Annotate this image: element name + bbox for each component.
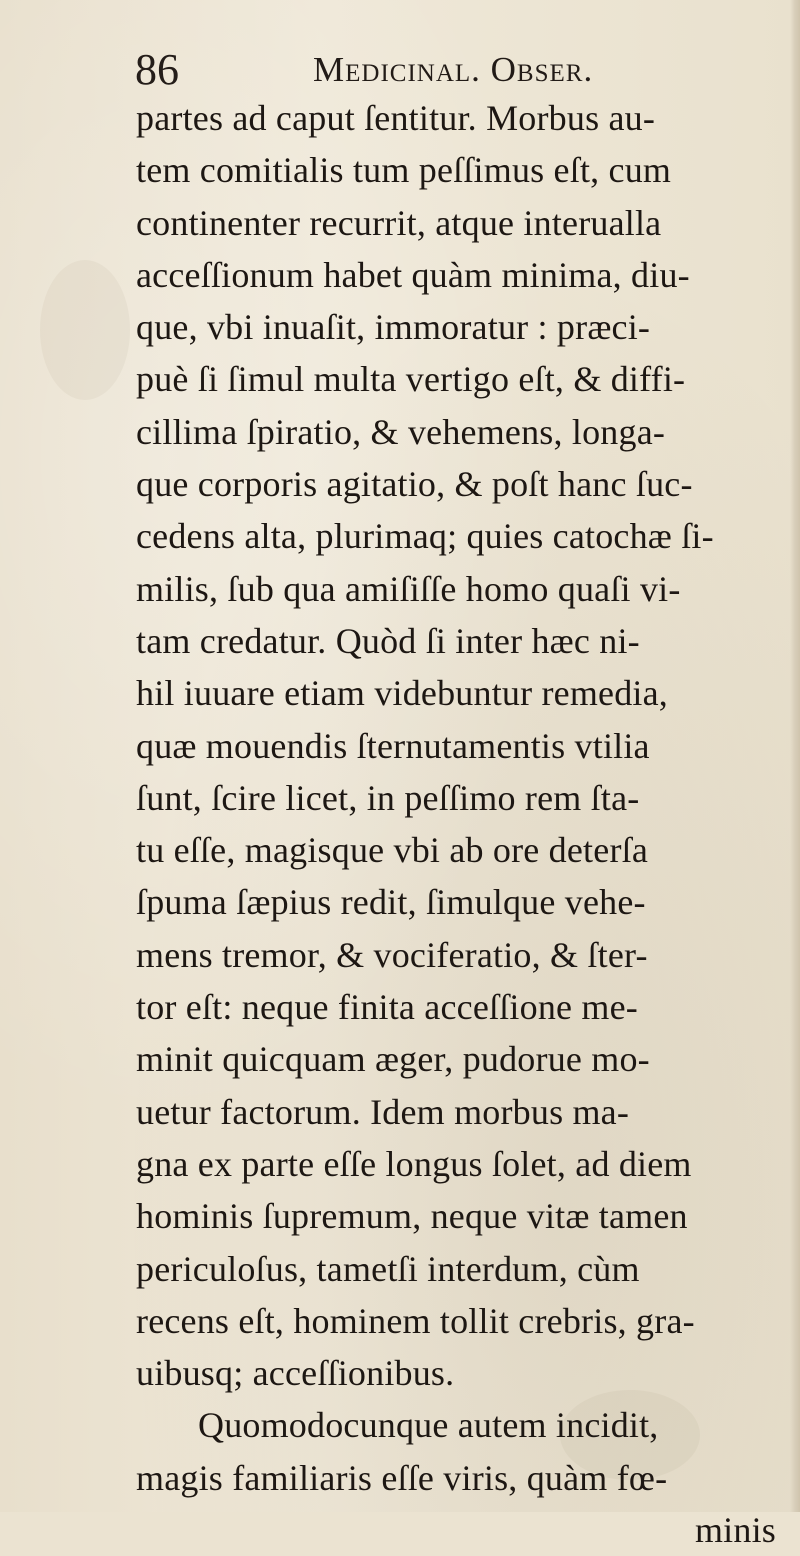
text-line: cedens alta, plurimaq; quies catochæ ſi-: [136, 516, 714, 557]
paper-stain: [40, 260, 130, 400]
text-line: gna ex parte eſſe longus ſolet, ad diem: [136, 1143, 692, 1184]
text-line: uibusq; acceſſionibus.: [136, 1353, 455, 1394]
page-header: [135, 42, 775, 98]
text-line: acceſſionum habet quàm minima, diu-: [136, 254, 690, 295]
text-line: tam credatur. Quòd ſi inter hæc ni-: [136, 620, 640, 661]
text-line: hil iuuare etiam videbuntur remedia,: [136, 673, 669, 714]
text-line: ſpuma ſæpius redit, ſimulque vehe-: [136, 882, 646, 923]
text-line: tu eſſe, magisque vbi ab ore deterſa: [136, 830, 649, 871]
text-line: ſunt, ſcire licet, in peſſimo rem ſta-: [136, 777, 640, 818]
text-line: quæ mouendis ſternutamentis vtilia: [136, 725, 650, 766]
text-line: que corporis agitatio, & poſt hanc ſuc-: [136, 464, 693, 505]
page-edge: [790, 0, 800, 1512]
text-line: hominis ſupremum, neque vitæ tamen: [136, 1196, 688, 1237]
text-line: mens tremor, & vociferatio, & ſter-: [136, 934, 648, 975]
text-line: uetur factorum. Idem morbus ma-: [136, 1091, 630, 1132]
text-line: cillima ſpiratio, & vehemens, longa-: [136, 411, 666, 452]
text-line: periculoſus, tametſi interdum, cùm: [136, 1248, 640, 1289]
catchword: minis: [694, 1510, 776, 1551]
page-number: 86: [135, 45, 179, 94]
text-line: milis, ſub qua amiſiſſe homo quaſi vi-: [136, 568, 681, 609]
text-line: tor eſt: neque finita acceſſione me-: [136, 987, 638, 1028]
text-line: que, vbi inuaſit, immoratur : præci-: [136, 307, 651, 348]
text-line: continenter recurrit, atque interualla: [136, 202, 662, 243]
text-line: partes ad caput ſentitur. Morbus au-: [136, 98, 656, 138]
paragraph-first-line: Quomodocunque autem incidit,: [198, 1405, 659, 1446]
text-line: minit quicquam æger, pudorue mo-: [136, 1039, 650, 1080]
text-line: recens eſt, hominem tollit crebris, gra-: [136, 1300, 695, 1341]
running-title: Medicinal. Obser.: [313, 50, 594, 89]
body-text: [136, 92, 786, 1556]
text-line: magis familiaris eſſe viris, quàm fœ-: [136, 1457, 668, 1498]
text-line: puè ſi ſimul multa vertigo eſt, & diffi-: [136, 359, 686, 400]
text-line: tem comitialis tum peſſimus eſt, cum: [136, 150, 672, 191]
